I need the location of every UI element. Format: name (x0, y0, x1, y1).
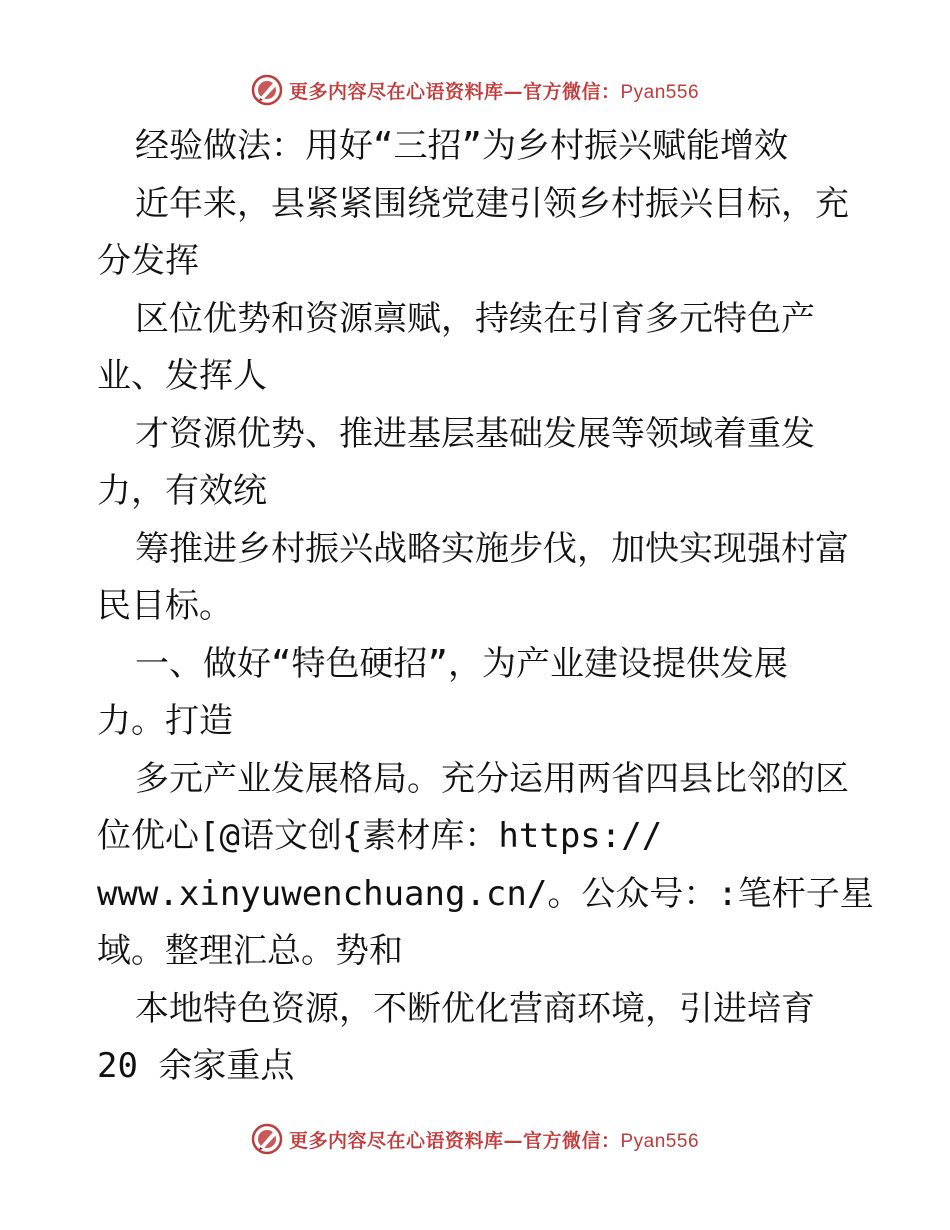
document-body (97, 118, 877, 1096)
paragraph-line: 位优心[@语文创{素材库：https:// (97, 816, 663, 856)
paragraph-line: 近年来，县紧紧围绕党建引领乡村振兴目标，充 (135, 183, 849, 224)
header-text (289, 77, 699, 104)
paragraph-line: 区位优势和资源禀赋，持续在引育多元特色产 (135, 298, 815, 339)
paragraph-line: 民目标。 (97, 586, 233, 626)
paragraph-line: 本地特色资源，不断优化营商环境，引进培育 (135, 988, 815, 1029)
footer-label: 更多内容尽在心语资料库—官方微信： (288, 1129, 621, 1152)
paragraph-line: 20 余家重点 (97, 1046, 295, 1086)
section-heading-line: 一、做好“特色硬招”，为产业建设提供发展 (135, 643, 788, 684)
footer-text (289, 1126, 699, 1153)
header-wechat-id: Pyan556 (620, 81, 700, 103)
footer-wechat-id: Pyan556 (620, 1130, 700, 1152)
pen-logo-icon (251, 1123, 283, 1155)
paragraph-line: www.xinyuwenchuang.cn/。公众号：:笔杆子星 (97, 873, 874, 914)
paragraph-line: 力。打造 (97, 701, 233, 741)
paragraph-line: 业、发挥人 (97, 356, 267, 396)
footer-banner (0, 1119, 950, 1159)
footer-banner-inner (251, 1123, 699, 1155)
header-label: 更多内容尽在心语资料库—官方微信： (288, 80, 621, 103)
paragraph-line: 域。整理汇总。势和 (97, 931, 403, 971)
paragraph-line: 才资源优势、推进基层基础发展等领域着重发 (135, 413, 815, 454)
document-title: 经验做法：用好“三招”为乡村振兴赋能增效 (135, 126, 788, 166)
paragraph-line: 多元产业发展格局。充分运用两省四县比邻的区 (135, 758, 849, 799)
header-banner (0, 70, 950, 110)
header-banner-inner (251, 74, 699, 106)
paragraph-line: 力，有效统 (97, 471, 267, 511)
paragraph-line: 筹推进乡村振兴战略实施步伐，加快实现强村富 (135, 528, 849, 569)
paragraph-line: 分发挥 (97, 241, 199, 281)
pen-logo-icon (251, 74, 283, 106)
